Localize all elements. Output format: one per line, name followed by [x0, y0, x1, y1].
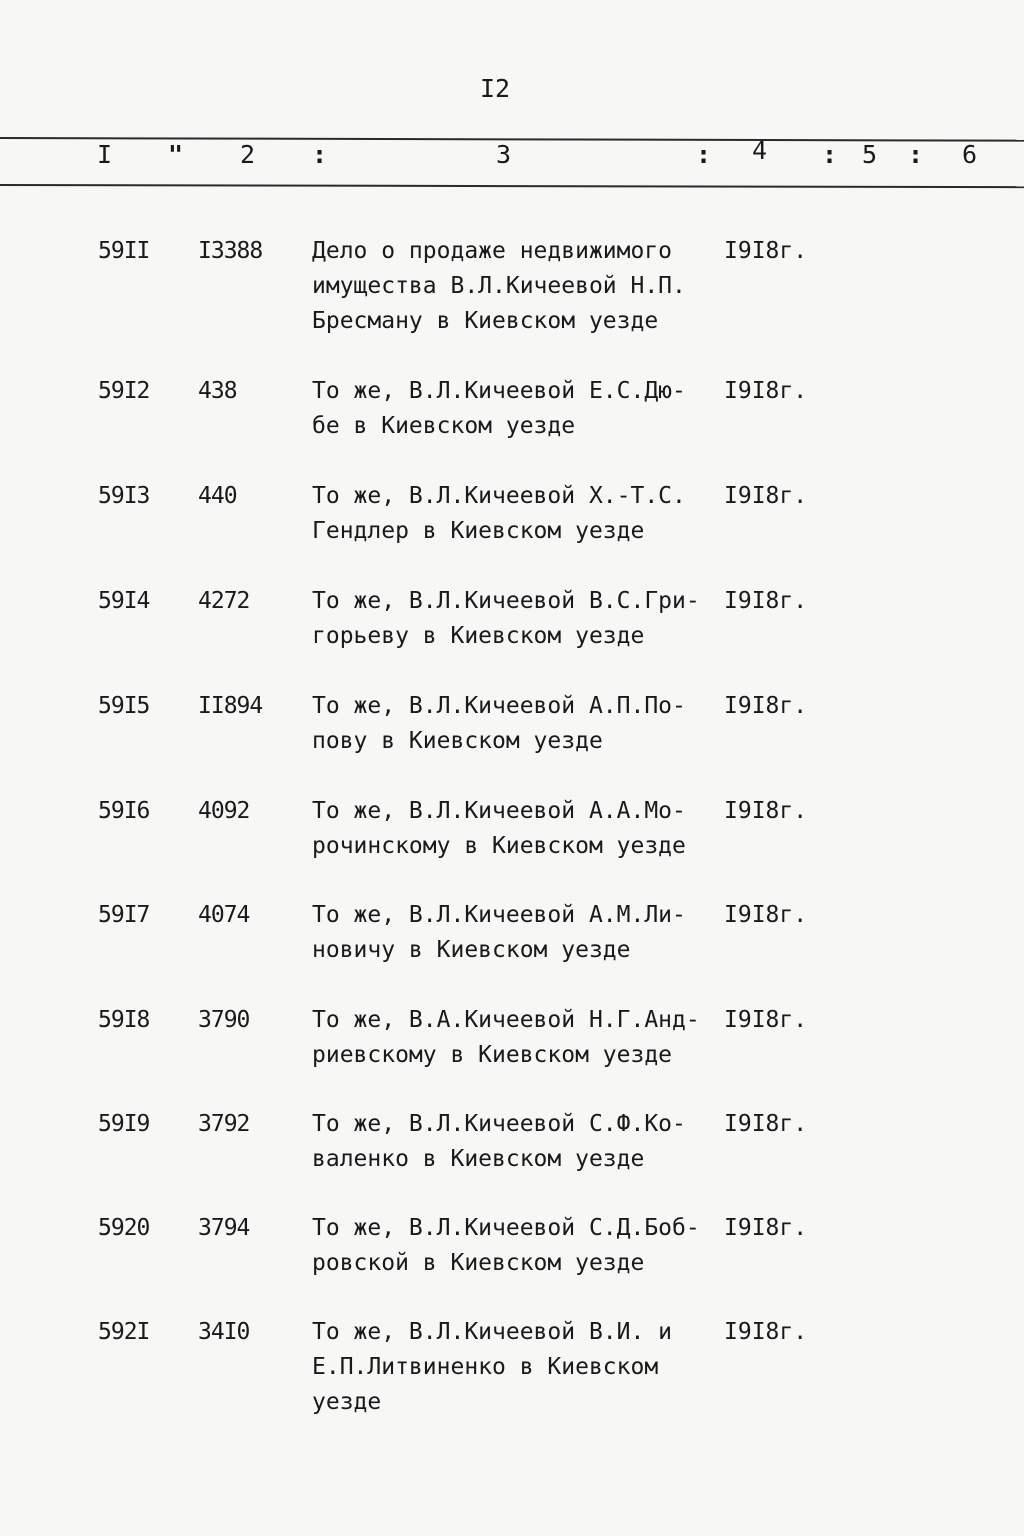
archive-number: 4272 — [198, 588, 250, 614]
archive-number: 4092 — [198, 798, 250, 824]
entry-description: То же, В.Л.Кичеевой С.Ф.Ко- валенко в Киевском уезде — [312, 1111, 686, 1172]
entry-date: I9I8г. — [724, 378, 808, 404]
table-header — [0, 136, 1024, 180]
entry-number: 59I9 — [98, 1111, 150, 1137]
entry-description: То же, В.Л.Кичеевой Х.-Т.С. Гендлер в Киевском уезде — [312, 483, 686, 544]
entry-number: 59I8 — [98, 1007, 150, 1033]
archive-number: I3388 — [198, 238, 263, 264]
header-separator: : — [312, 140, 328, 169]
header-col-6: 6 — [962, 140, 978, 169]
entry-date: I9I8г. — [724, 483, 808, 509]
entry-number: 59I2 — [98, 378, 150, 404]
entry-date: I9I8г. — [724, 693, 808, 719]
entry-number: 592I — [98, 1319, 150, 1345]
entry-number: 59I5 — [98, 693, 150, 719]
entry-description: То же, В.А.Кичеевой Н.Г.Анд- риевскому в Киевском уезде — [312, 1007, 700, 1068]
header-separator: " — [168, 140, 184, 169]
entry-date: I9I8г. — [724, 588, 808, 614]
entry-number: 5920 — [98, 1215, 150, 1241]
entry-date: I9I8г. — [724, 1215, 808, 1241]
entry-description: То же, В.Л.Кичеевой В.И. и Е.П.Литвиненко в Киевском уезде — [312, 1319, 673, 1415]
entry-description: То же, В.Л.Кичеевой А.А.Мо- рочинскому в Киевском уезде — [312, 798, 686, 859]
archive-number: 3790 — [198, 1007, 250, 1033]
entry-date: I9I8г. — [724, 902, 808, 928]
entry-description: То же, В.Л.Кичеевой В.С.Гри- горьеву в Киевском уезде — [312, 588, 700, 649]
archive-number: 440 — [198, 483, 237, 509]
entry-date: I9I8г. — [724, 1319, 808, 1345]
entry-number: 59I6 — [98, 798, 150, 824]
archive-number: 3794 — [198, 1215, 250, 1241]
archive-number: 34I0 — [198, 1319, 250, 1345]
page-number: I2 — [479, 74, 511, 103]
header-col-5: 5 — [862, 140, 878, 169]
entry-number: 59II — [98, 238, 150, 264]
table-header-bottom-rule — [0, 184, 1024, 188]
archive-number: 3792 — [198, 1111, 250, 1137]
entry-date: I9I8г. — [724, 238, 808, 264]
header-separator: : — [822, 140, 838, 169]
entry-number: 59I3 — [98, 483, 150, 509]
archive-number: II894 — [198, 693, 263, 719]
entry-description: То же, В.Л.Кичеевой Е.С.Дю- бе в Киевском уезде — [312, 378, 686, 439]
entry-date: I9I8г. — [724, 1111, 808, 1137]
entry-description: То же, В.Л.Кичеевой А.М.Ли- новичу в Киевском уезде — [312, 902, 686, 963]
entry-date: I9I8г. — [724, 798, 808, 824]
archive-number: 4074 — [198, 902, 250, 928]
entry-description: То же, В.Л.Кичеевой А.П.По- пову в Киевском уезде — [312, 693, 686, 754]
entry-date: I9I8г. — [724, 1007, 808, 1033]
entry-description: Дело о продаже недвижимого имущества В.Л.Кичеевой Н.П. Бресману в Киевском уезде — [312, 238, 686, 334]
entry-description: То же, В.Л.Кичеевой С.Д.Боб- ровской в Киевском уезде — [312, 1215, 700, 1276]
header-col-1: I — [97, 140, 113, 169]
header-col-4: 4 — [752, 136, 768, 165]
header-col-2: 2 — [240, 140, 256, 169]
entry-number: 59I4 — [98, 588, 150, 614]
header-col-3: 3 — [496, 140, 512, 169]
archive-number: 438 — [198, 378, 237, 404]
header-separator: : — [696, 140, 712, 169]
entry-number: 59I7 — [98, 902, 150, 928]
header-separator: : — [908, 140, 924, 169]
